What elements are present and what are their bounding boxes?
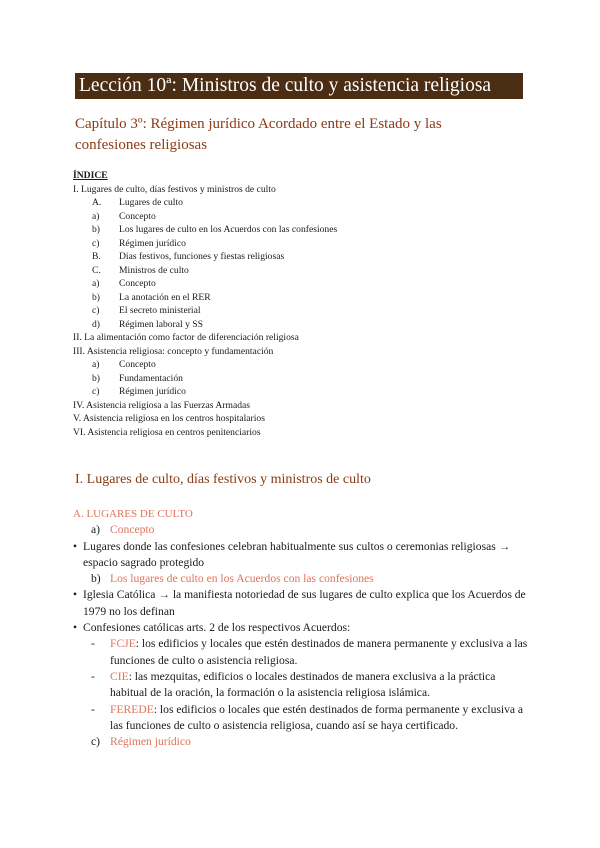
item-marker: b) (91, 572, 101, 586)
index-item-text: Los lugares de culto en los Acuerdos con las confesiones (119, 224, 338, 235)
index-item-text: IV. Asistencia religiosa a las Fuerzas Armadas (73, 399, 250, 411)
index-item-text: I. Lugares de culto, días festivos y ministros de culto (73, 183, 276, 195)
index-item (73, 412, 533, 426)
bullet-text: Confesiones católicas arts. 2 de los respectivos Acuerdos: (83, 621, 351, 635)
dash-text: : las mezquitas, edificios o locales destinados de manera exclusiva a la práctica habitual de la oración, la formación o la asistencia religiosa islámica. (110, 669, 496, 700)
index-item-text: VI. Asistencia religiosa en centros penitenciarios (73, 426, 261, 438)
section-body (73, 506, 533, 750)
index-item-marker: b) (92, 291, 100, 303)
index-item-text: El secreto ministerial (119, 305, 201, 316)
subsection-item (73, 571, 533, 587)
index-item-text: Lugares de culto (119, 197, 183, 208)
index-item-marker: c) (92, 386, 100, 397)
dash-text: : los edificios y locales que estén destinados de manera permanente y exclusiva a las funciones de culto o asistencia religiosa. (110, 637, 528, 667)
index-item (73, 372, 533, 386)
table-of-contents (73, 169, 533, 439)
bullet-marker: • (73, 539, 78, 553)
index-item (73, 358, 533, 372)
bullet-item (73, 587, 533, 620)
index-heading: ÍNDICE (73, 170, 108, 181)
index-item (73, 183, 533, 197)
index-item-text: V. Asistencia religiosa en los centros hospitalarios (73, 413, 265, 424)
subsection-item (73, 522, 533, 538)
index-item-text: La anotación en el RER (119, 291, 211, 303)
bullet-item (73, 539, 533, 572)
index-item-text: Concepto (119, 278, 156, 289)
bullet-marker: • (73, 588, 78, 602)
index-item-marker: b) (92, 224, 100, 235)
item-title: Los lugares de culto en los Acuerdos con las confesiones (110, 572, 374, 586)
item-marker: a) (91, 523, 101, 537)
dash-marker: - (91, 669, 95, 683)
dash-item (73, 702, 533, 735)
section-title: I. Lugares de culto, días festivos y ministros de culto (75, 472, 371, 487)
index-item-text: Régimen jurídico (119, 237, 186, 249)
index-item-text: Ministros de culto (119, 264, 189, 276)
dash-label: FCJE (110, 637, 136, 651)
index-item-marker: b) (92, 372, 100, 384)
index-item-text: III. Asistencia religiosa: concepto y fundamentación (73, 345, 274, 357)
index-item (73, 264, 533, 278)
index-item-marker: C. (92, 264, 101, 276)
bullet-text: Iglesia Católica → la manifiesta notoriedad de sus lugares de culto explica que los Acuerdos de 1979 no los definan (83, 588, 526, 618)
item-title: Régimen jurídico (110, 735, 191, 749)
index-item (73, 399, 533, 413)
chapter-title: Capítulo 3º: Régimen jurídico Acordado entre el Estado y las confesiones religiosas (75, 116, 442, 153)
index-item (73, 237, 533, 251)
item-marker: c) (91, 735, 101, 749)
lesson-title: Lección 10ª: Ministros de culto y asistencia religiosa (75, 73, 523, 99)
dash-marker: - (91, 702, 95, 716)
item-title: Concepto (110, 523, 155, 537)
index-item (73, 277, 533, 291)
index-item (73, 291, 533, 305)
dash-text: : los edificios o locales que estén destinados de forma permanente y exclusiva a las funciones de culto o asistencia religiosa, cuando así se haya certificado. (110, 702, 524, 732)
index-item-marker: c) (92, 237, 100, 249)
dash-item (73, 669, 533, 702)
dash-item (73, 636, 533, 669)
index-item (73, 250, 533, 264)
index-item (73, 331, 533, 345)
index-item (73, 304, 533, 318)
index-item-text: Fundamentación (119, 372, 183, 384)
index-item-marker: d) (92, 318, 100, 330)
index-item-marker: a) (92, 359, 100, 370)
subsection-heading: A. LUGARES DE CULTO (73, 508, 193, 520)
index-item (73, 210, 533, 224)
bullet-text: Lugares donde las confesiones celebran habitualmente sus cultos o ceremonias religiosas → espacio sagrado protegido (83, 539, 511, 569)
index-item (73, 345, 533, 359)
index-item-text: Concepto (119, 210, 156, 222)
index-item-marker: c) (92, 305, 100, 316)
bullet-marker: • (73, 621, 78, 635)
dash-label: CIE (110, 669, 129, 683)
index-item (73, 318, 533, 332)
index-item-marker: B. (92, 251, 101, 262)
index-item (73, 426, 533, 440)
dash-marker: - (91, 637, 95, 651)
index-item (73, 196, 533, 210)
subsection-item (73, 734, 533, 750)
index-item-text: Régimen laboral y SS (119, 318, 203, 330)
index-item-text: Días festivos, funciones y fiestas religiosas (119, 251, 285, 262)
index-item-marker: A. (92, 197, 102, 208)
index-item-marker: a) (92, 210, 100, 222)
index-item (73, 385, 533, 399)
dash-label: FEREDE (110, 702, 154, 716)
bullet-item (73, 620, 533, 636)
index-item-text: Concepto (119, 359, 156, 370)
index-item (73, 223, 533, 237)
index-item-text: Régimen jurídico (119, 386, 186, 397)
index-item-text: II. La alimentación como factor de diferenciación religiosa (73, 332, 299, 343)
index-item-marker: a) (92, 278, 100, 289)
